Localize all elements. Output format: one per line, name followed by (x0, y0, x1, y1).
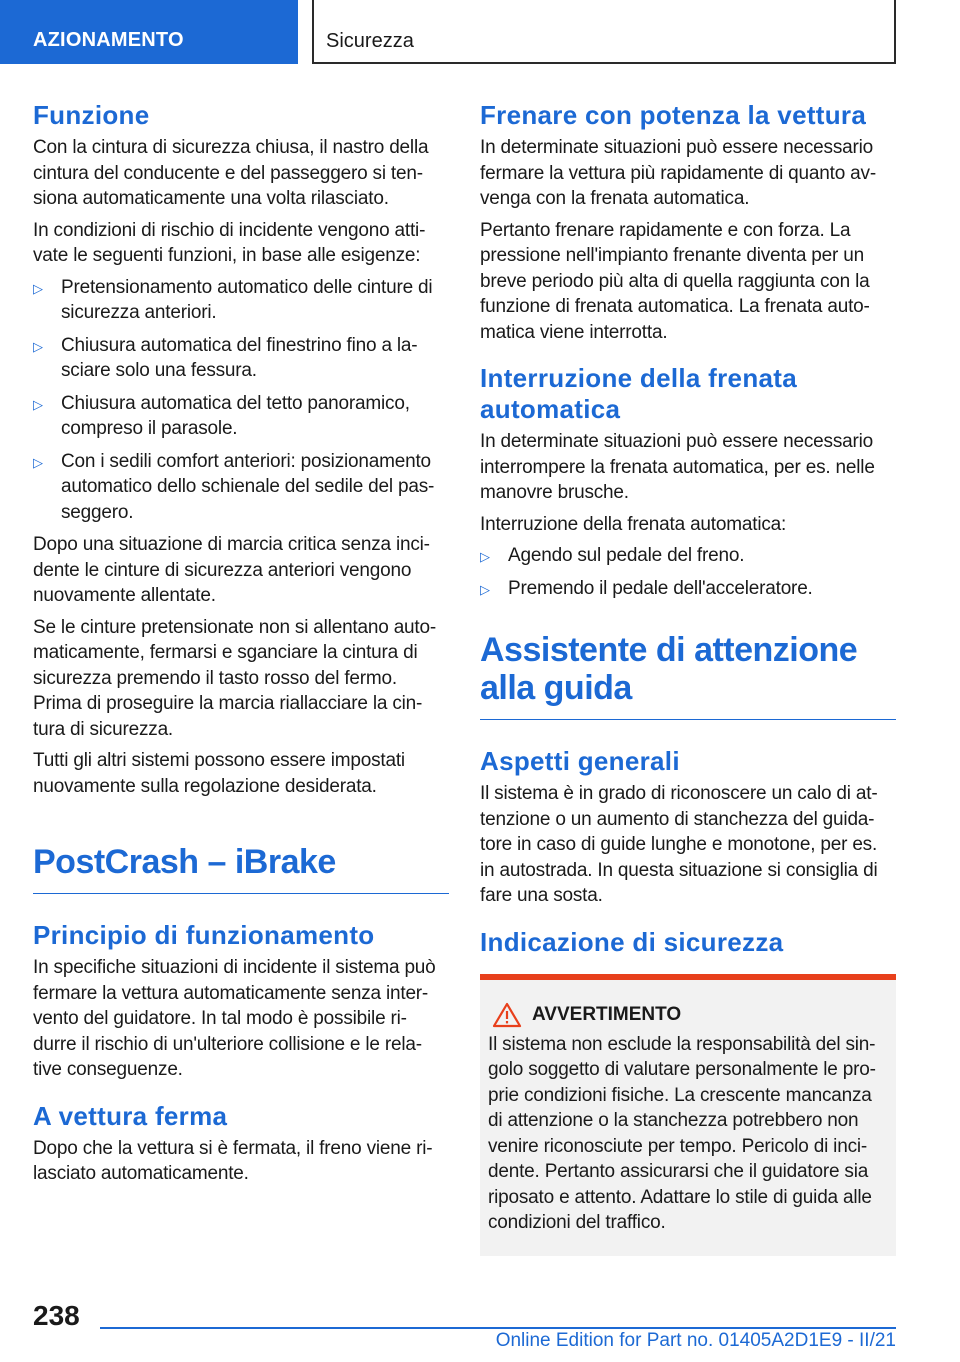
list-item: ▷ Agendo sul pedale del freno. (480, 543, 896, 569)
paragraph: In condizioni di rischio di incidente vengono atti-vate le seguenti funzioni, in base alle esigenze: (33, 219, 426, 266)
section-frenare (480, 100, 896, 345)
heading-funzione: Funzione (33, 100, 150, 130)
chapter-tab[interactable]: AZIONAMENTO (0, 0, 298, 64)
list-item: ▷ Con i sedili comfort anteriori: posizionamento automatico dello schienale del sedile del pas-seggero. (33, 450, 435, 523)
list-item: ▷ Chiusura automatica del tetto panoramico, compreso il parasole. (33, 392, 410, 439)
bullet-list (33, 275, 449, 526)
triangle-bullet-icon: ▷ (33, 280, 43, 296)
paragraph: In determinate situazioni può essere necessario fermare la vettura più rapidamente di quanto av-venga con la frenata automatica. (480, 137, 876, 209)
page-number: 238 (33, 1300, 80, 1331)
left-column (33, 100, 449, 1205)
triangle-bullet-icon: ▷ (33, 454, 43, 470)
paragraph: In determinate situazioni può essere necessario interrompere la frenata automatica, per es. nelle manovre brusche. (480, 431, 875, 503)
paragraph: Tutti gli altri sistemi possono essere impostati nuovamente sulla regolazione desiderata. (33, 750, 405, 797)
section-funzione (33, 100, 449, 799)
triangle-bullet-icon: ▷ (33, 338, 43, 354)
paragraph: Dopo che la vettura si è fermata, il freno viene ri-lasciato automaticamente. (33, 1137, 433, 1184)
triangle-bullet-icon: ▷ (480, 549, 490, 564)
section-principio (33, 920, 449, 1083)
bullet-list (480, 543, 896, 601)
right-column (480, 100, 896, 1256)
footer-divider (100, 1327, 896, 1329)
section-interruzione (480, 363, 896, 601)
section-title: Sicurezza (326, 30, 414, 52)
heading-aspetti: Aspetti generali (480, 746, 680, 776)
heading-postcrash: PostCrash – iBrake (33, 843, 449, 894)
warning-text: Il sistema non esclude la responsabilità del sin-golo soggetto di valutare personalmente le pro-prie condizioni fisiche. La crescente mancanza di attenzione o la stanchezza potrebbero non venire riconosciute per tempo. Pericolo di inci-dente. Pertanto assicurarsi che il guidatore sia riposato e attento. Adattare lo stile di guida alle condizioni del traffico. (488, 1033, 876, 1233)
list-item: ▷ Premendo il pedale dell'acceleratore. (480, 576, 896, 602)
heading-assistente: Assistente di attenzione alla guida (480, 631, 896, 720)
paragraph: Con la cintura di sicurezza chiusa, il nastro della cintura del conducente e del passeggero si ten-siona automaticamente una volta rilasciato. (33, 137, 429, 209)
triangle-bullet-icon: ▷ (480, 581, 490, 597)
paragraph: Dopo una situazione di marcia critica senza inci-dente le cinture di sicurezza anteriori vengono nuovamente allentate. (33, 534, 430, 606)
paragraph: In specifiche situazioni di incidente il sistema può fermare la vettura automaticamente senza inter-vento del guidatore. In tal modo è possibile ri-durre il rischio di un'ulteriore collisione e le rela-tive conseguenze. (33, 957, 436, 1080)
warning-box (480, 974, 896, 1256)
paragraph: Il sistema è in grado di riconoscere un calo di at-tenzione o un aumento di stanchezza del guida-tore in caso di guide lunghe e monotone, per es. in autostrada. In questa situazione si consiglia di fare una sosta. (480, 783, 878, 906)
warning-triangle-icon (492, 1002, 522, 1028)
heading-indicazione: Indicazione di sicurezza (480, 926, 784, 957)
footer-edition: Online Edition for Part no. 01405A2D1E9 - II/21 (495, 1330, 896, 1351)
warning-title: AVVERTIMENTO (532, 1003, 682, 1025)
list-item: ▷ Pretensionamento automatico delle cinture di sicurezza anteriori. (33, 276, 433, 323)
heading-interruzione: Interruzione della frenata automatica (480, 363, 797, 424)
triangle-bullet-icon: ▷ (33, 396, 43, 412)
section-aspetti (480, 746, 896, 909)
heading-frenare: Frenare con potenza la vettura (480, 100, 867, 130)
heading-principio: Principio di funzionamento (33, 920, 375, 950)
warning-header (488, 1002, 888, 1028)
paragraph: Pertanto frenare rapidamente e con forza. La pressione nell'impianto frenante diventa per un breve periodo più alta di quella raggiunta con la funzione di frenata automatica. La frenata auto-matica viene interrotta. (480, 219, 870, 343)
heading-vettura-ferma: A vettura ferma (33, 1100, 228, 1131)
section-vettura-ferma (33, 1101, 449, 1187)
paragraph: Se le cinture pretensionate non si allentano auto-maticamente, fermarsi e sganciare la cintura di sicurezza premendo il tasto rosso del fermo. Prima di proseguire la marcia riallacciare la cin-tura di sicurezza. (33, 616, 436, 740)
list-item: ▷ Chiusura automatica del finestrino fino a la-sciare solo una fessura. (33, 334, 418, 381)
paragraph: Interruzione della frenata automatica: (480, 513, 787, 535)
